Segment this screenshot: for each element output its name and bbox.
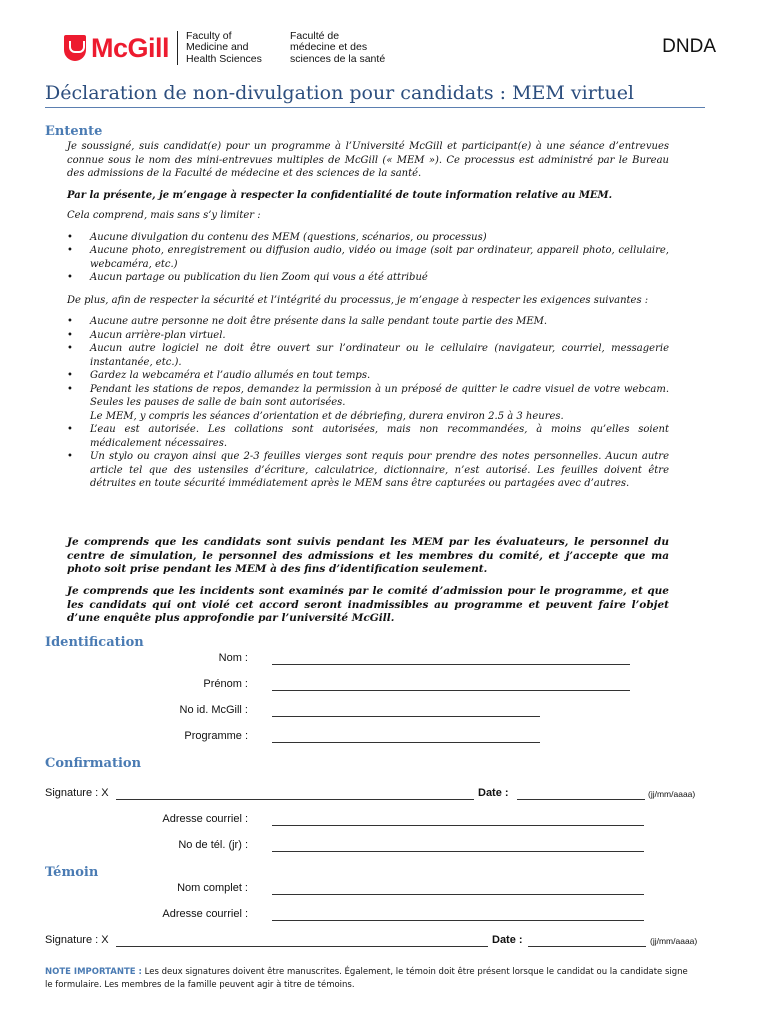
title-divider bbox=[45, 107, 705, 108]
witness-signature-field[interactable] bbox=[116, 934, 488, 947]
date-format-hint: (jj/mm/aaaa) bbox=[648, 789, 696, 799]
witness-email-label: Adresse courriel : bbox=[162, 908, 248, 920]
mcgill-id-field[interactable] bbox=[272, 704, 540, 717]
programme-field[interactable] bbox=[272, 730, 540, 743]
section-heading-temoin: Témoin bbox=[45, 865, 99, 880]
faculty-name-fr: Faculté de médecine et des sciences de la santé bbox=[290, 29, 386, 65]
witness-date-label: Date : bbox=[492, 934, 523, 946]
nom-field[interactable] bbox=[272, 652, 630, 665]
list-item: • Aucune photo, enregistrement ou diffusion audio, vidéo ou image (soit par ordinateur, appareil photo, cellulaire, webcaméra, etc.) bbox=[67, 244, 669, 271]
mcgill-id-label: No id. McGill : bbox=[179, 704, 248, 716]
list-item: • Pendant les stations de repos, demandez la permission à un préposé de quitter le cadre visuel de votre webcam. Seules les pauses de salle de bain sont autorisées. bbox=[67, 383, 669, 410]
faculty-name-en: Faculty of Medicine and Health Sciences bbox=[186, 29, 262, 65]
signature-field[interactable] bbox=[116, 787, 474, 800]
list-item: • Aucun autre logiciel ne doit être ouvert sur l’ordinateur ou le cellulaire (navigateur, courriel, messagerie instantanée, etc.). bbox=[67, 342, 669, 369]
entente-intro: Je soussigné, suis candidat(e) pour un programme à l’Université McGill et participant(e) à une séance d’entrevues connue sous le nom des mini-entrevues multiples de McGill (« MEM »). Ce processus est administré par le Bureau des admissions de la Faculté de médecine et des sciences de la santé. bbox=[67, 141, 669, 179]
entente-commitment: Par la présente, je m’engage à respecter la confidentialité de toute information relative au MEM. bbox=[67, 189, 613, 201]
requirements-list bbox=[67, 315, 669, 491]
list-item: • Aucun partage ou publication du lien Zoom qui vous a été attribué bbox=[67, 271, 669, 285]
witness-name-label: Nom complet : bbox=[177, 882, 248, 894]
witness-date-field[interactable] bbox=[528, 934, 646, 947]
email-label: Adresse courriel : bbox=[162, 813, 248, 825]
mcgill-crest-icon bbox=[64, 35, 86, 61]
monitoring-statement: Je comprends que les candidats sont suivis pendant les MEM par les évaluateurs, le personnel du centre de simulation, le personnel des admissions et les membres du comité, et j’accepte que ma photo soit prise pendant les MEM à des fins d’identification seulement. bbox=[67, 536, 669, 575]
section-heading-confirmation: Confirmation bbox=[45, 756, 142, 771]
witness-email-field[interactable] bbox=[272, 908, 644, 921]
list-item: • L’eau est autorisée. Les collations sont autorisées, mais non recommandées, à moins qu’elles soient médicalement nécessaires. bbox=[67, 423, 669, 450]
list-item: • Un stylo ou crayon ainsi que 2-3 feuilles vierges sont requis pour prendre des notes personnelles. Aucun autre article tel que des ustensiles d’écriture, calculatrice, dictionnaire, n’est autorisé. Les feuilles doivent être détruites en toute sécurité immédiatement après le MEM sans être capturées ou partagées avec d’autres. bbox=[67, 450, 669, 491]
witness-name-field[interactable] bbox=[272, 882, 644, 895]
page-title: Déclaration de non-divulgation pour candidats : MEM virtuel bbox=[45, 82, 635, 104]
prenom-label: Prénom : bbox=[203, 678, 248, 690]
header-divider bbox=[177, 31, 178, 65]
note-text: Les deux signatures doivent être manuscrites. Également, le témoin doit être présent lorsque le candidat ou la candidate signe le formulaire. Les membres de la famille peuvent agir à titre de témoins. bbox=[45, 967, 688, 990]
incident-statement: Je comprends que les incidents sont examinés par le comité d’admission pour le programme, et que les candidats qui ont violé cet accord seront inadmissibles au programme et peuvent faire l’objet d’une enquête plus approfondie par l’université McGill. bbox=[67, 585, 669, 624]
entente-includes: Cela comprend, mais sans s’y limiter : bbox=[67, 210, 261, 221]
section-heading-entente: Entente bbox=[45, 124, 103, 139]
prenom-field[interactable] bbox=[272, 678, 630, 691]
signature-label: Signature : X bbox=[45, 787, 109, 799]
phone-field[interactable] bbox=[272, 839, 644, 852]
mcgill-header bbox=[64, 28, 410, 68]
list-item: • Gardez la webcaméra et l’audio allumés en tout temps. bbox=[67, 369, 669, 383]
mcgill-logo: McGill bbox=[91, 32, 170, 63]
witness-date-format-hint: (jj/mm/aaaa) bbox=[650, 936, 698, 946]
list-item: • Aucune divulgation du contenu des MEM (questions, scénarios, ou processus) bbox=[67, 231, 669, 245]
email-field[interactable] bbox=[272, 813, 644, 826]
programme-label: Programme : bbox=[184, 730, 248, 742]
nom-label: Nom : bbox=[218, 652, 248, 664]
form-code: DNDA bbox=[662, 36, 716, 57]
date-label: Date : bbox=[478, 787, 509, 799]
entente-body bbox=[67, 140, 669, 491]
phone-label: No de tél. (jr) : bbox=[178, 839, 248, 851]
list-item: • Aucune autre personne ne doit être présente dans la salle pendant toute partie des MEM. bbox=[67, 315, 669, 329]
section-heading-identification: Identification bbox=[45, 635, 144, 650]
restrictions-list bbox=[67, 231, 669, 285]
important-note bbox=[45, 966, 695, 992]
date-field[interactable] bbox=[517, 787, 645, 800]
note-label: NOTE IMPORTANTE : bbox=[45, 967, 142, 977]
list-item: • Aucun arrière-plan virtuel. bbox=[67, 329, 669, 343]
witness-signature-label: Signature : X bbox=[45, 934, 109, 946]
duration-note: Le MEM, y compris les séances d’orientation et de débriefing, durera environ 2.5 à 3 heures. bbox=[90, 410, 564, 422]
entente-further: De plus, afin de respecter la sécurité et l’intégrité du processus, je m’engage à respecter les exigences suivantes : bbox=[67, 294, 649, 306]
